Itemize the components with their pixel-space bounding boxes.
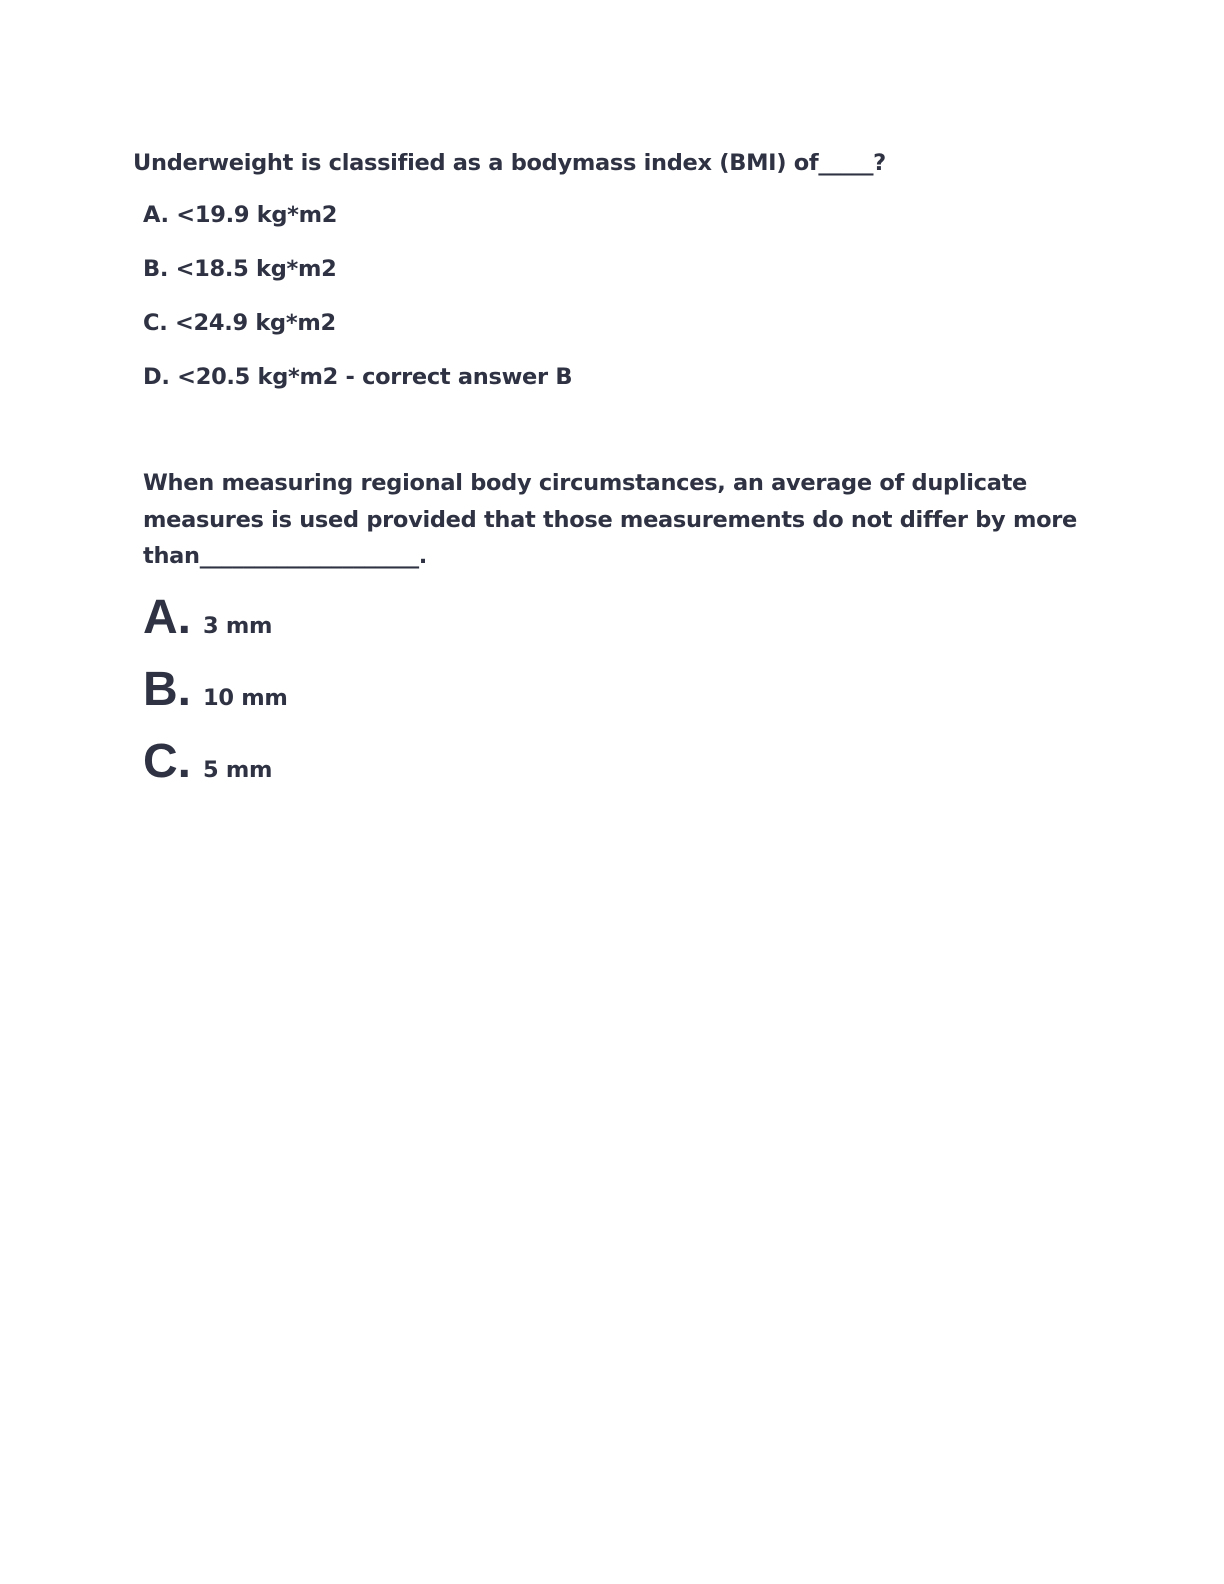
option-value: 5 mm [203, 757, 273, 783]
question-2-option-a [143, 590, 272, 645]
question-1-option-c: C. <24.9 kg*m2 [143, 310, 336, 336]
question-2-option-c [143, 734, 272, 789]
option-letter: C. [143, 735, 191, 788]
question-2-line: than____________________. [143, 543, 428, 569]
question-2-text [143, 465, 1078, 575]
question-2-line: When measuring regional body circumstances, an average of duplicate [143, 470, 1028, 496]
question-1-option-a: A. <19.9 kg*m2 [143, 202, 338, 228]
question-2-option-b [143, 662, 288, 717]
question-1-text: Underweight is classified as a bodymass index (BMI) of_____? [133, 150, 886, 176]
option-letter: A. [143, 591, 191, 644]
option-value: 3 mm [203, 613, 273, 639]
question-2-line: measures is used provided that those measurements do not differ by more [143, 506, 1078, 533]
question-1-option-b: B. <18.5 kg*m2 [143, 256, 337, 282]
option-value: 10 mm [203, 685, 288, 711]
question-1-option-d: D. <20.5 kg*m2 - correct answer B [143, 364, 573, 390]
option-letter: B. [143, 663, 191, 716]
